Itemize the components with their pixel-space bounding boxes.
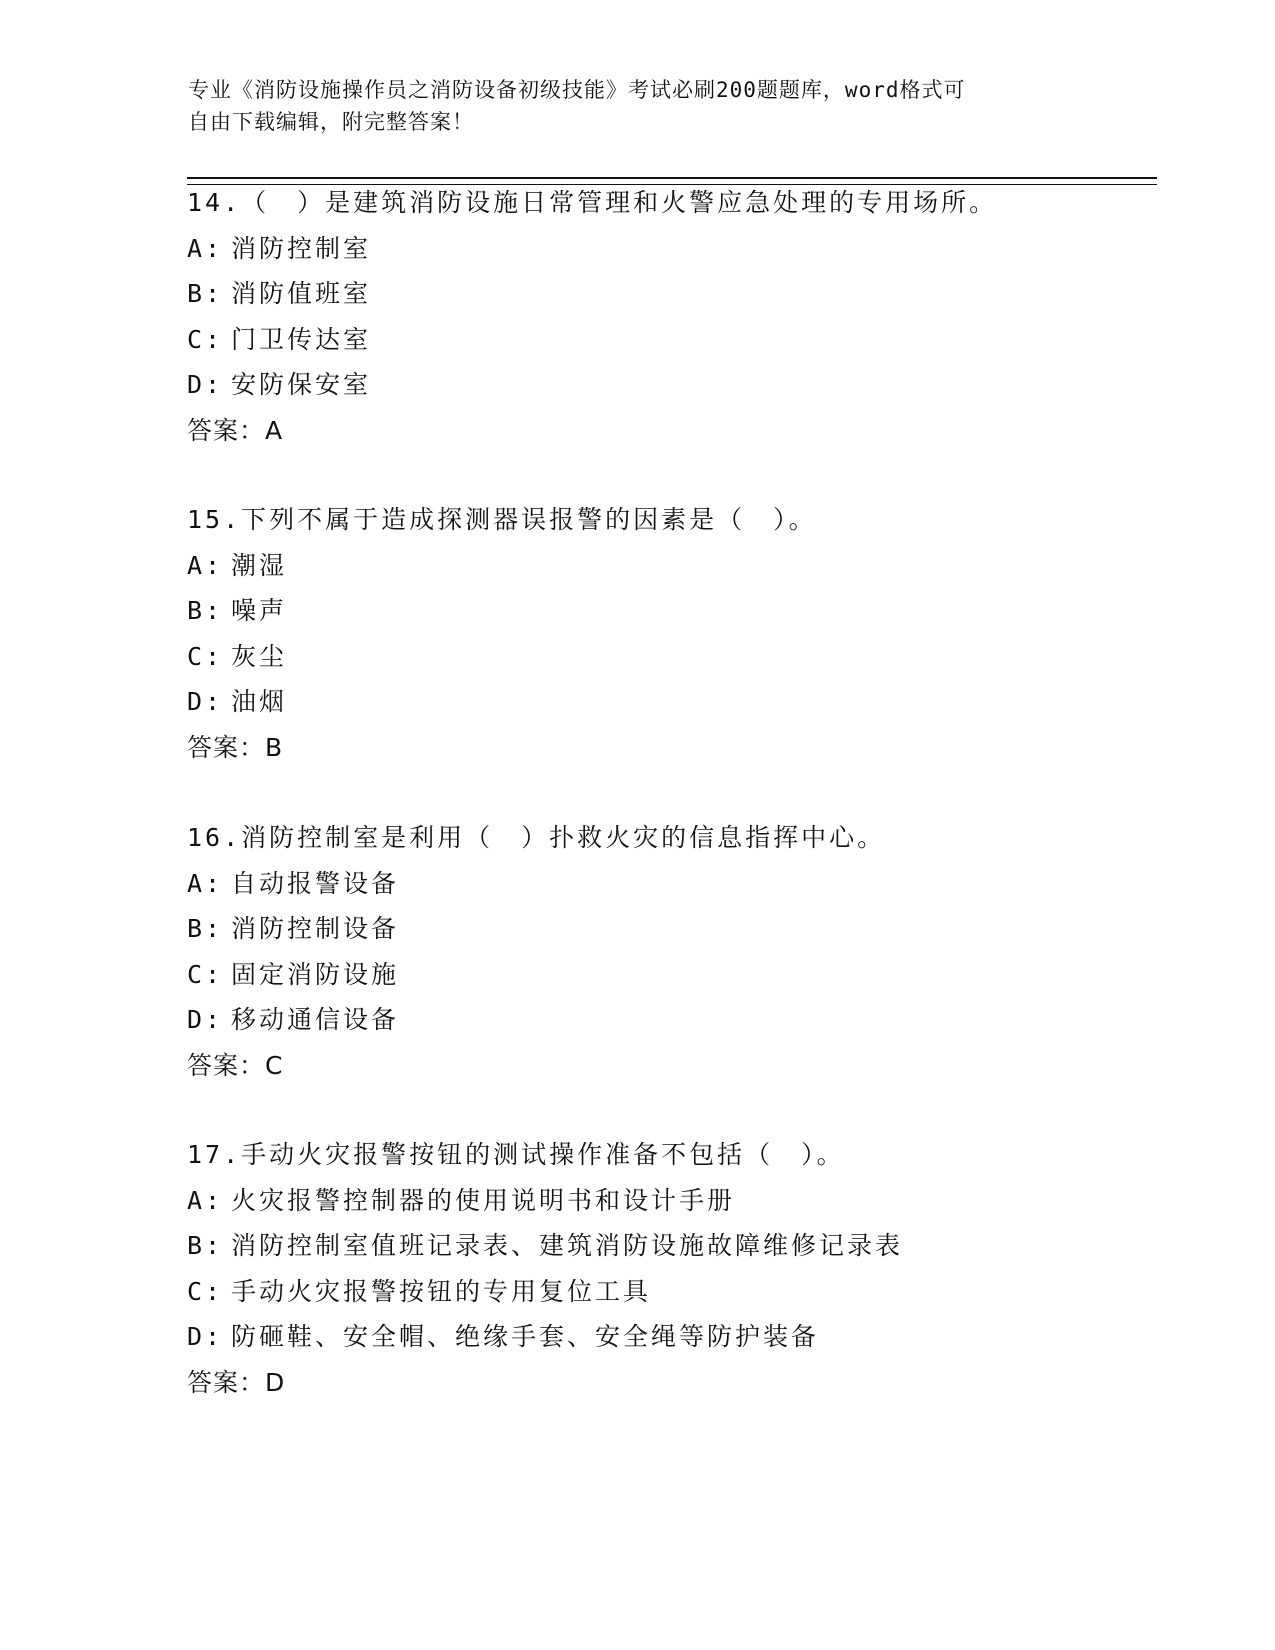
option-a: [187, 543, 1187, 589]
option-c: [187, 952, 1187, 998]
option-letter: D:: [187, 1322, 224, 1351]
option-text: 灰尘: [231, 641, 288, 671]
option-letter: B:: [187, 279, 224, 308]
answer-line: 答案：D: [187, 1367, 286, 1397]
question-text: 手动火灾报警按钮的测试操作准备不包括（ ）。: [241, 1140, 845, 1169]
option-letter: A:: [187, 1185, 224, 1215]
option-d: [187, 679, 1187, 725]
option-letter: B:: [187, 596, 224, 625]
option-letter: D:: [187, 370, 224, 399]
option-text: 消防值班室: [231, 279, 372, 308]
option-letter: D:: [187, 1005, 224, 1034]
question-number: 15.: [187, 505, 242, 534]
option-letter: C:: [187, 324, 224, 354]
option-text: 门卫传达室: [231, 324, 372, 354]
option-text: 消防控制室值班记录表、建筑消防设施故障维修记录表: [231, 1231, 904, 1260]
question-number: 14.: [187, 188, 242, 217]
answer-line: 答案：C: [187, 1050, 284, 1080]
question-stem: [187, 180, 1187, 226]
question-block-15: [187, 497, 1187, 770]
option-text: 消防控制室: [231, 233, 372, 263]
option-text: 自动报警设备: [231, 868, 400, 898]
option-letter: B:: [187, 1231, 224, 1260]
option-d: [187, 362, 1187, 408]
option-text: 噪声: [231, 596, 288, 625]
header-line-2: 自由下载编辑，附完整答案！: [188, 110, 474, 134]
option-letter: A:: [187, 868, 224, 898]
option-a: [187, 1178, 1187, 1224]
option-letter: D:: [187, 687, 224, 716]
option-letter: C:: [187, 1276, 224, 1306]
question-number: 17.: [187, 1140, 242, 1169]
option-letter: C:: [187, 641, 224, 671]
option-text: 手动火灾报警按钮的专用复位工具: [231, 1276, 652, 1306]
question-number: 16.: [187, 823, 242, 852]
option-letter: A:: [187, 233, 224, 263]
option-text: 安防保安室: [231, 370, 372, 399]
question-text: （ ）是建筑消防设施日常管理和火警应急处理的专用场所。: [241, 188, 998, 217]
option-text: 移动通信设备: [231, 1005, 400, 1034]
question-block-14: [187, 180, 1187, 453]
question-text: 消防控制室是利用（ ）扑救火灾的信息指挥中心。: [241, 823, 886, 852]
question-stem: [187, 1132, 1187, 1178]
option-b: [187, 588, 1187, 634]
option-c: [187, 634, 1187, 680]
option-a: [187, 226, 1187, 272]
option-c: [187, 1269, 1187, 1315]
option-text: 火灾报警控制器的使用说明书和设计手册: [231, 1185, 736, 1215]
question-stem: [187, 497, 1187, 543]
option-b: [187, 271, 1187, 317]
option-d: [187, 1314, 1187, 1360]
question-stem: [187, 815, 1187, 861]
option-a: [187, 861, 1187, 907]
option-text: 防砸鞋、安全帽、绝缘手套、安全绳等防护装备: [231, 1322, 820, 1351]
option-c: [187, 317, 1187, 363]
header-line-1: 专业《消防设施操作员之消防设备初级技能》考试必刷200题题库，word格式可: [188, 78, 966, 102]
option-letter: B:: [187, 914, 224, 943]
option-text: 消防控制设备: [231, 914, 400, 943]
option-text: 潮湿: [231, 550, 288, 580]
answer-line: 答案：B: [187, 732, 284, 762]
question-block-17: [187, 1132, 1187, 1405]
option-text: 油烟: [231, 687, 288, 716]
option-letter: C:: [187, 959, 224, 989]
option-d: [187, 997, 1187, 1043]
question-block-16: [187, 815, 1187, 1088]
option-letter: A:: [187, 550, 224, 580]
question-text: 下列不属于造成探测器误报警的因素是（ ）。: [241, 505, 817, 534]
document-header: [188, 74, 1088, 138]
option-text: 固定消防设施: [231, 959, 400, 989]
option-b: [187, 1223, 1187, 1269]
option-b: [187, 906, 1187, 952]
answer-line: 答案：A: [187, 415, 284, 445]
